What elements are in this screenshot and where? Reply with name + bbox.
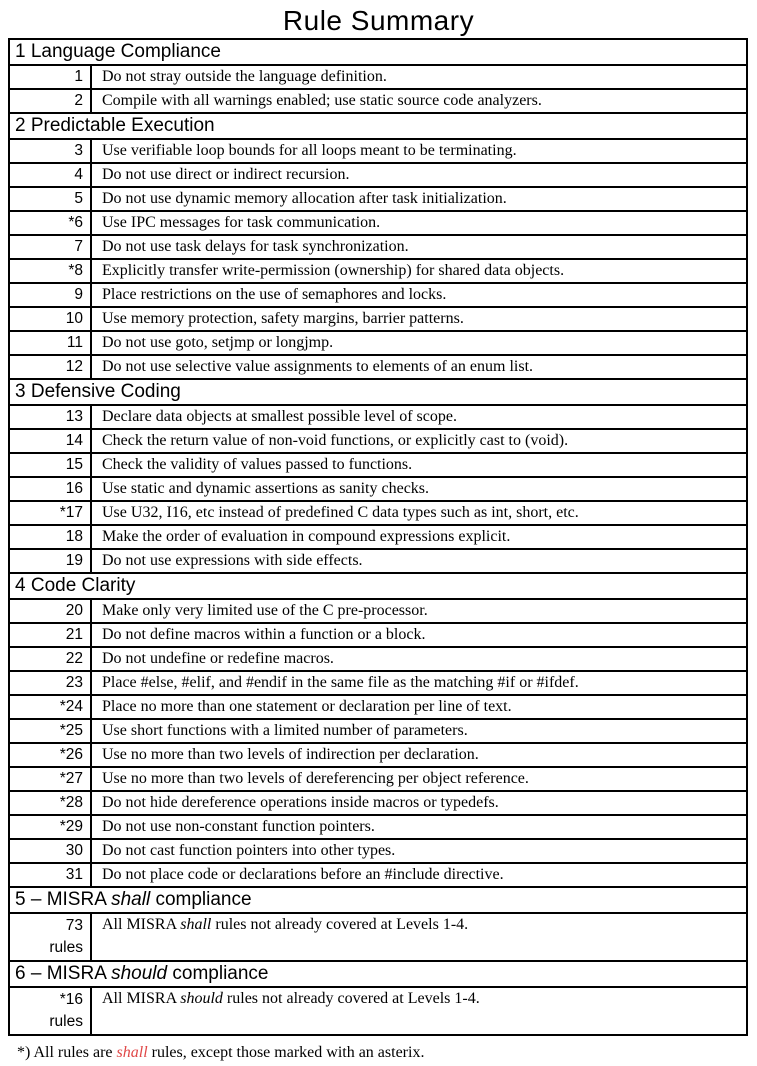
- rule-number-cell: 4: [10, 164, 92, 186]
- rule-number-cell: *8: [10, 260, 92, 282]
- rule-row: [10, 354, 746, 378]
- rule-row: [10, 598, 746, 622]
- rule-row: [10, 548, 746, 572]
- rule-number-cell: *27: [10, 768, 92, 790]
- rule-text-cell: Explicitly transfer write-permission (ownership) for shared data objects.: [102, 262, 565, 279]
- rule-number-cell: *17: [10, 502, 92, 524]
- rule-text-cell: Do not place code or declarations before an #include directive.: [102, 866, 504, 883]
- rule-row: [10, 670, 746, 694]
- rule-number-line: rules: [49, 1013, 83, 1030]
- rule-row: [10, 428, 746, 452]
- rule-text-cell: Do not use direct or indirect recursion.: [102, 166, 350, 183]
- rule-number-cell: *6: [10, 212, 92, 234]
- rule-text-cell: Do not stray outside the language definition.: [102, 68, 387, 85]
- rule-number-cell: 9: [10, 284, 92, 306]
- rule-number-cell: *28: [10, 792, 92, 814]
- rule-row: [10, 912, 746, 960]
- rule-row: [10, 694, 746, 718]
- rule-text-cell: Use verifiable loop bounds for all loops meant to be terminating.: [102, 142, 517, 159]
- rule-row: [10, 742, 746, 766]
- rule-row: [10, 622, 746, 646]
- rule-row: [10, 718, 746, 742]
- rule-text-cell: Place #else, #elif, and #endif in the same file as the matching #if or #ifdef.: [102, 674, 579, 691]
- rule-number-cell: 20: [10, 600, 92, 622]
- rule-row: [10, 282, 746, 306]
- rule-number-cell: *29: [10, 816, 92, 838]
- rule-text-cell: Do not use selective value assignments to elements of an enum list.: [102, 358, 534, 375]
- rule-number-cell: 11: [10, 332, 92, 354]
- rule-row: [10, 186, 746, 210]
- rule-text-cell: Use IPC messages for task communication.: [102, 214, 381, 231]
- rule-row: [10, 838, 746, 862]
- rule-text-cell: Do not cast function pointers into other types.: [102, 842, 396, 859]
- rule-number-cell: 31: [10, 864, 92, 886]
- rule-text-cell: Do not use dynamic memory allocation after task initialization.: [102, 190, 507, 207]
- rule-row: [10, 64, 746, 88]
- footnote: *) All rules are shall rules, except those marked with an asterix.: [17, 1044, 425, 1061]
- rule-row: [10, 404, 746, 428]
- rule-number-cell: 14: [10, 430, 92, 452]
- rule-number-cell: 23: [10, 672, 92, 694]
- rule-text-cell: Use no more than two levels of indirection per declaration.: [102, 746, 479, 763]
- rule-row: [10, 306, 746, 330]
- rule-number-cell: 5: [10, 188, 92, 210]
- rule-row: [10, 452, 746, 476]
- rule-text-cell: All MISRA shall rules not already covered at Levels 1-4.: [102, 916, 469, 933]
- rule-number-cell: 21: [10, 624, 92, 646]
- rule-number-cell: 10: [10, 308, 92, 330]
- rule-summary-table: [8, 38, 748, 1036]
- rule-text-cell: Use no more than two levels of dereferencing per object reference.: [102, 770, 529, 787]
- rule-row: [10, 790, 746, 814]
- rule-row: [10, 88, 746, 112]
- rule-text-cell: Make only very limited use of the C pre-processor.: [102, 602, 428, 619]
- rule-number-cell: 13: [10, 406, 92, 428]
- rule-text-cell: Declare data objects at smallest possible level of scope.: [102, 408, 457, 425]
- rule-text-cell: Use static and dynamic assertions as sanity checks.: [102, 480, 430, 497]
- rule-text-cell: Use U32, I16, etc instead of predefined C data types such as int, short, etc.: [102, 504, 579, 521]
- section-header: 5 – MISRA shall compliance: [10, 886, 746, 912]
- rule-number-cell: 7: [10, 236, 92, 258]
- section-header: 3 Defensive Coding: [10, 378, 746, 404]
- rule-row: [10, 766, 746, 790]
- rule-row: [10, 814, 746, 838]
- rule-number-cell: *25: [10, 720, 92, 742]
- rule-number-cell: 15: [10, 454, 92, 476]
- rule-text-cell: Place no more than one statement or declaration per line of text.: [102, 698, 512, 715]
- rule-row: [10, 234, 746, 258]
- rule-row: [10, 986, 746, 1034]
- rule-row: [10, 646, 746, 670]
- rule-number-cell: 19: [10, 550, 92, 572]
- rule-number-line: 73: [65, 917, 83, 934]
- rule-row: [10, 476, 746, 500]
- page-title: Rule Summary: [282, 5, 475, 36]
- italic-text: shall: [180, 916, 212, 933]
- section-header: 2 Predictable Execution: [10, 112, 746, 138]
- rule-number-cell: 22: [10, 648, 92, 670]
- rule-number-cell: 16: [10, 478, 92, 500]
- section-header: 4 Code Clarity: [10, 572, 746, 598]
- rule-number-line: rules: [49, 939, 83, 956]
- rule-text-cell: Make the order of evaluation in compound expressions explicit.: [102, 528, 511, 545]
- rule-number-cell: [10, 988, 92, 1034]
- rule-row: [10, 210, 746, 234]
- rule-number-line: *16: [59, 991, 83, 1008]
- rule-number-cell: *24: [10, 696, 92, 718]
- rule-text-cell: Place restrictions on the use of semaphores and locks.: [102, 286, 447, 303]
- rule-row: [10, 162, 746, 186]
- rule-row: [10, 138, 746, 162]
- rule-number-cell: *26: [10, 744, 92, 766]
- rule-text-cell: Use short functions with a limited number of parameters.: [102, 722, 468, 739]
- rule-row: [10, 330, 746, 354]
- section-header: 6 – MISRA should compliance: [10, 960, 746, 986]
- rule-row: [10, 862, 746, 886]
- rule-text-cell: All MISRA should rules not already covered at Levels 1-4.: [102, 990, 480, 1007]
- rule-number-cell: 2: [10, 90, 92, 112]
- rule-text-cell: Do not define macros within a function or a block.: [102, 626, 426, 643]
- rule-text-cell: Do not use goto, setjmp or longjmp.: [102, 334, 334, 351]
- rule-number-cell: 3: [10, 140, 92, 162]
- rule-text-cell: Do not hide dereference operations inside macros or typedefs.: [102, 794, 499, 811]
- rule-text-cell: Do not use non-constant function pointers.: [102, 818, 375, 835]
- rule-text-cell: Check the return value of non-void functions, or explicitly cast to (void).: [102, 432, 569, 449]
- rule-text-cell: Use memory protection, safety margins, barrier patterns.: [102, 310, 464, 327]
- italic-text: shall: [111, 889, 151, 910]
- rule-text-cell: Do not use task delays for task synchronization.: [102, 238, 409, 255]
- rule-number-cell: 1: [10, 66, 92, 88]
- rule-number-cell: [10, 914, 92, 960]
- rule-row: [10, 258, 746, 282]
- rule-row: [10, 500, 746, 524]
- rule-number-cell: 12: [10, 356, 92, 378]
- italic-text: shall: [116, 1044, 148, 1061]
- rule-number-cell: 18: [10, 526, 92, 548]
- rule-text-cell: Check the validity of values passed to functions.: [102, 456, 413, 473]
- rule-text-cell: Do not use expressions with side effects.: [102, 552, 363, 569]
- rule-number-cell: 30: [10, 840, 92, 862]
- section-header: 1 Language Compliance: [15, 41, 221, 62]
- rule-text-cell: Do not undefine or redefine macros.: [102, 650, 334, 667]
- rule-text-cell: Compile with all warnings enabled; use static source code analyzers.: [102, 92, 542, 109]
- rule-row: [10, 524, 746, 548]
- italic-text: should: [180, 990, 223, 1007]
- italic-text: should: [111, 963, 168, 984]
